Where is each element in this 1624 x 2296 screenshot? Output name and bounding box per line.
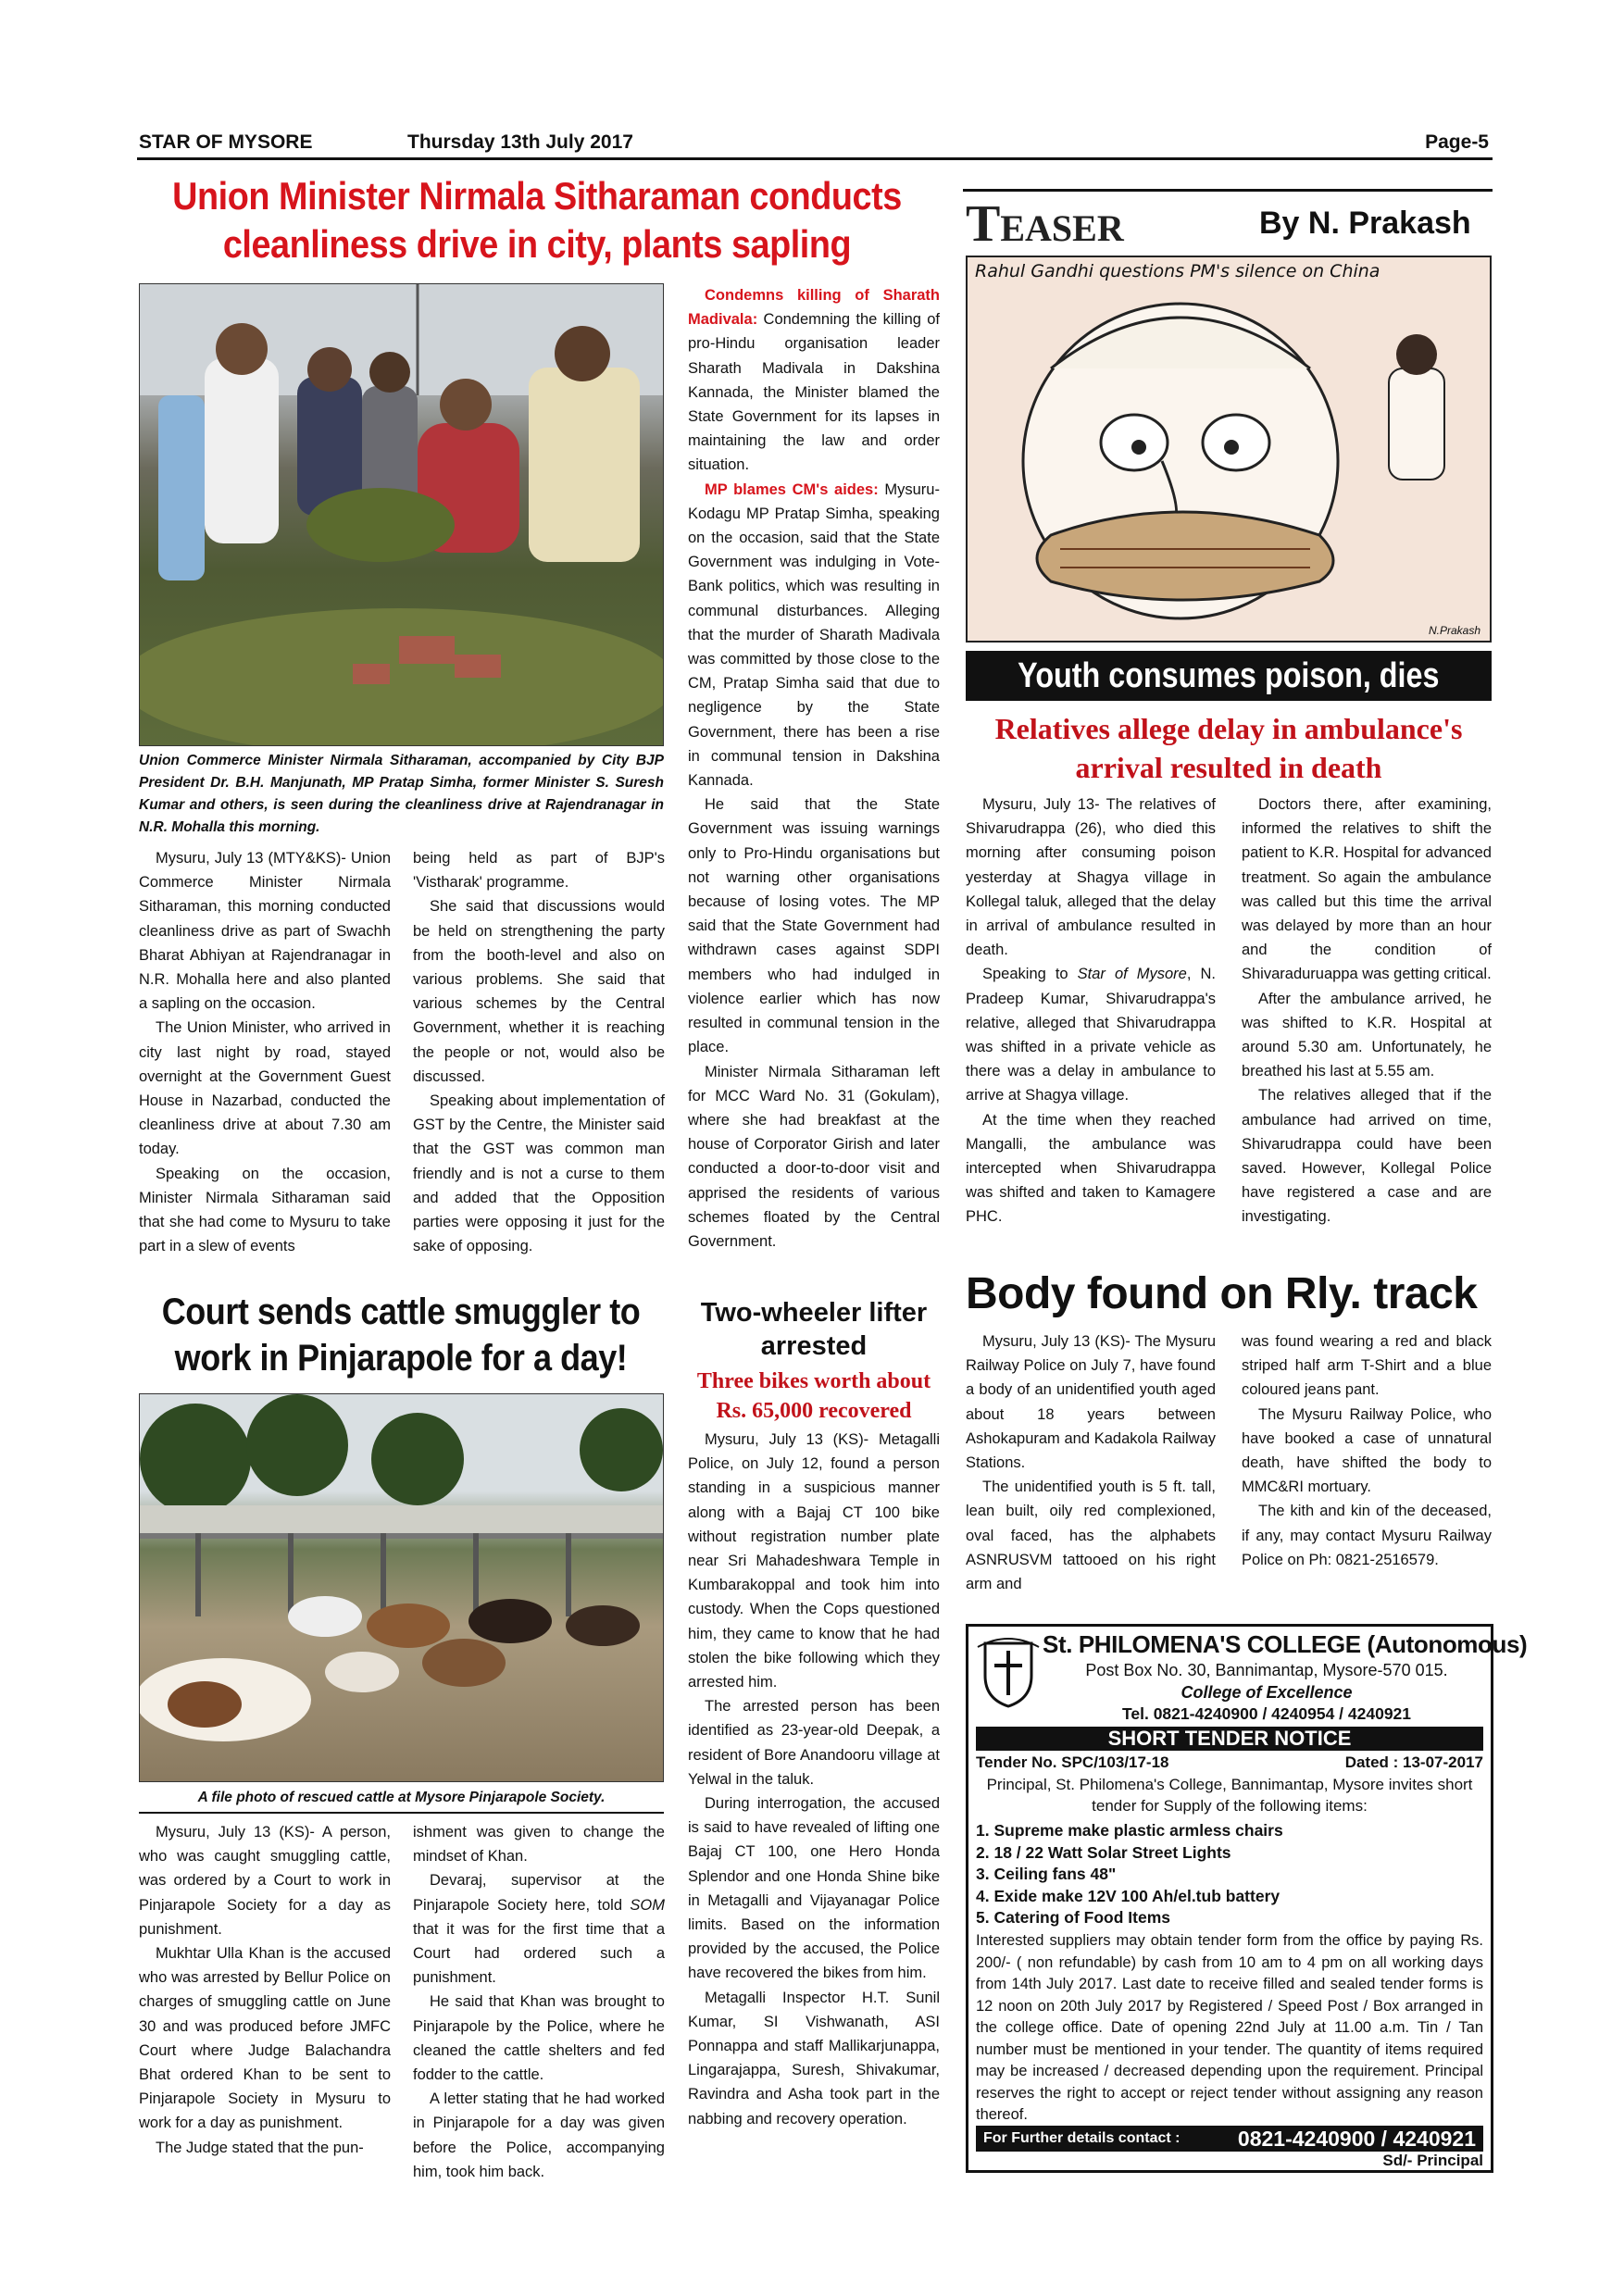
cattle-column-1: Mysuru, July 13 (KS)- A person, who was caught smuggling cattle, was ordered by a Court to work in Pinjarapole Society for a day as punishment. Mukhtar Ulla Khan is the accused who was arrested by Bellur Police on charges of smuggling cattle on June 30 and was produced before JMFC Court where Judge Balachandra Bhat ordered Khan to be sent to Pinjarapole Society in Mysuru to work for a day as punishment. The Judge stated that the pun-: [139, 1824, 391, 2156]
teaser-top-rule: [963, 189, 1493, 192]
lead-column-2: being held as part of BJP's 'Vistharak' programme. She said that discussions would be held on strengthening the party from the booth-level and also on various problems. She said that various schemes by the Central Government, whether it is reaching the people or not, would also be discussed. Speaking about implementation of GST by the Centre, the Minister said that the GST was common man friendly and is not a curse to them and added that the Opposition parties were opposing it just for the sake of opposing.: [413, 850, 665, 1255]
header-rule: [137, 157, 1493, 160]
cattle-photo: [139, 1393, 664, 1782]
tender-item: 3. Ceiling fans 48": [976, 1865, 1117, 1883]
twowheeler-headline: Two-wheeler lifter arrested: [700, 1298, 928, 1361]
tender-item: 4. Exide make 12V 100 Ah/el.tub battery: [976, 1886, 1280, 1905]
tender-notice-banner: SHORT TENDER NOTICE: [976, 1727, 1483, 1751]
lead-headline: Union Minister Nirmala Sitharaman conducts cleanliness drive in city, plants sapling: [172, 174, 902, 266]
cattle-caption-rule: [139, 1812, 664, 1814]
body-found-column-1: Mysuru, July 13 (KS)- The Mysuru Railway Police on July 7, have found a body of an unidentified youth aged about 18 years between Ashokapuram and Kadakola Railway Stations. The unidentified youth is 5 ft. tall, lean built, oily red complexioned, oval faced, has the alphabets ASNRUSVM tattooed on his right arm and: [966, 1333, 1216, 1593]
tender-item: 5. Catering of Food Items: [976, 1908, 1171, 1927]
lead-photo-caption: Union Commerce Minister Nirmala Sitharaman, accompanied by City BJP President Dr. B.H. Manjunath, MP Pratap Simha, former Minister S. Suresh Kumar and others, is seen during the cleanliness drive at Rajendranagar in N.R. Mohalla this morning.: [139, 753, 664, 835]
college-name: St. PHILOMENA'S COLLEGE (Autonomous): [1043, 1630, 1528, 1658]
tender-item: 1. Supreme make plastic armless chairs: [976, 1821, 1283, 1840]
masthead-date: Thursday 13th July 2017: [407, 131, 633, 153]
teaser-title: TEASER: [966, 195, 1124, 253]
tender-ad: [966, 1624, 1528, 2173]
college-telephone: Tel. 0821-4240900 / 4240954 / 4240921: [1121, 1704, 1412, 1723]
youth-column-1: Mysuru, July 13- The relatives of Shivarudrappa (26), who died this morning after consuming poison yesterday at Shagya village in Kollegal taluk, alleged that the delay in arrival of ambulance resulted in death. Speaking to Star of Mysore, N. Pradeep Kumar, Shivarudrappa's relative, alleged that Shivarudrappa was shifted in a private vehicle as there was a delay in ambulance to arrive at Shagya village. At the time when they reached Mangalli, the ambulance was intercepted when Shivarudrappa was shifted and taken to Kamagere PHC.: [966, 796, 1216, 1226]
lead-column-1: Mysuru, July 13 (MTY&KS)- Union Commerce Minister Nirmala Sitharaman, this morning conducted cleanliness drive as part of Swachh Bharat Abhiyan at Rajendranagar in N.R. Mohalla here and also planted a sapling on the occasion. The Union Minister, who arrived in city last night by road, stayed overnight at the Government Guest House in Nazarbad, conducted the cleanliness drive at about 7.30 am today. Speaking on the occasion, Minister Nirmala Sitharaman said that she had come to Mysuru to take part in a slew of events: [139, 850, 391, 1255]
tender-signature: Sd/- Principal: [1382, 2152, 1483, 2169]
youth-banner: Youth consumes poison, dies: [966, 651, 1492, 701]
tender-number: Tender No. SPC/103/17-18: [976, 1753, 1169, 1771]
masthead-page-number: Page-5: [1425, 131, 1489, 153]
college-crest-icon: [976, 1634, 1041, 1708]
college-address: Post Box No. 30, Bannimantap, Mysore-570 015.: [1085, 1661, 1448, 1679]
teaser-cartoon: [966, 256, 1492, 643]
lead-column-3: Condemns killing of Sharath Madivala: Condemning the killing of pro-Hindu organisation leader Sharath Madivala in Dakshina Kannada, the Minister blamed the State Government for its lapses in maintaining the law and order situation. MP blames CM's aides: Mysuru-Kodagu MP Pratap Simha, speaking on the occasion, said that the State Government was indulging in Vote-Bank politics, which was resulting in communal disturbances. Alleging that the murder of Sharath Madivala was committed by those close to the CM, Pratap Simha said that due to negligence by the State Government, there has been a rise in communal tension in Dakshina Kannada. He said that the State Government was issuing warnings only to Pro-Hindu organisations but not warning other organisations because of losing votes. The MP said that the State Government had withdrawn cases against SDPI members who had indulged in violence earlier which has now resulted in communal tension in the place. Minister Nirmala Sitharaman left for MCC Ward No. 31 (Gokulam), where she had breakfast at the house of Corporator Girish and later conducted a door-to-door visit and apprised the residents of various schemes floated by the Central Government.: [688, 287, 941, 1250]
masthead-paper-name: STAR OF MYSORE: [139, 131, 313, 153]
tender-item: 2. 18 / 22 Watt Solar Street Lights: [976, 1842, 1231, 1862]
tender-details: Interested suppliers may obtain tender form from the office by paying Rs. 200/- ( non refundable) by cash from 10 am to 4 pm on all working days from 14th July 2017. Last date to receive filled and sealed tender forms is 12 noon on 20th July 2017 by Registered / Speed Post / Box arranged in the college office. Date of opening 22nd July at 11.00 a.m. Tin / Tan number must be mentioned in your tender. The quantity of items required may be increased / decreased depending upon the requirement. Principal reserves the right to accept or reject tender without assigning any reason thereof.: [976, 1932, 1483, 2123]
body-found-column-2: was found wearing a red and black striped half arm T-Shirt and a blue coloured jeans pant. The Mysuru Railway Police, who have booked a case of unnatural death, have shifted the body to MMC&RI mortuary. The kith and kin of the deceased, if any, may contact Mysuru Railway Police on Ph: 0821-2516579.: [1242, 1333, 1492, 1568]
lead-photo: [139, 283, 664, 746]
tender-items-list: [976, 1820, 1483, 1929]
youth-column-2: Doctors there, after examining, informed the relatives to shift the patient to K.R. Hospital for advanced treatment. So again the ambulance was called but this time the arrival was delayed by more than an hour and the condition of Shivaraduruappa was getting critical. After the ambulance arrived, he was shifted to K.R. Hospital at around 5.30 am. Unfortunately, he breathed his last at 5.55 am. The relatives alleged that if the ambulance had arrived on time, Shivarudrappa could have been saved. However, Kollegal Police have registered a case and are investigating.: [1242, 796, 1492, 1226]
teaser-byline: By N. Prakash: [1259, 206, 1471, 241]
cartoon-signature: N.Prakash: [1428, 624, 1480, 637]
cattle-headline: Court sends cattle smuggler to work in Pinjarapole for a day!: [161, 1292, 641, 1379]
body-found-headline: Body found on Rly. track: [966, 1269, 1478, 1318]
contact-label: For Further details contact :: [983, 2130, 1181, 2146]
contact-number: 0821-4240900 / 4240921: [1237, 2127, 1476, 2151]
tender-intro: Principal, St. Philomena's College, Bannimantap, Mysore invites short tender for Supply of the following items:: [986, 1776, 1473, 1815]
cartoon-caption: Rahul Gandhi questions PM's silence on China: [975, 261, 1380, 281]
tender-contact-bar: [976, 2126, 1483, 2152]
youth-subhead: Relatives allege delay in ambulance's arrival resulted in death: [994, 712, 1463, 784]
twowheeler-column: Mysuru, July 13 (KS)- Metagalli Police, on July 12, found a person standing in a suspicious manner along with a Bajaj CT 100 bike without registration number plate near Sri Mahadeshwara Temple in Kumbarakoppal and took him into custody. When the Cops questioned him, they came to know that he had stolen the bike following which they arrested him. The arrested person has been identified as 23-year-old Deepak, a resident of Bore Anandooru village at Yelwal in the taluk. During interrogation, the accused is said to have revealed of lifting one Bajaj CT 100, one Hero Honda Splendor and one Honda Shine bike in Metagalli and Vijayanagar Police limits. Based on the information provided by the accused, the Police have recovered the bikes from him. Metagalli Inspector H.T. Sunil Kumar, SI Vishwanath, ASI Ponnappa and staff Mallikarjunappa, Lingarajappa, Suresh, Shivakumar, Ravindra and Asha took part in the nabbing and recovery operation.: [688, 1431, 940, 2128]
tender-date: Dated : 13-07-2017: [1344, 1753, 1483, 1771]
twowheeler-subhead: Three bikes worth about Rs. 65,000 recovered: [696, 1369, 931, 1423]
college-motto: College of Excellence: [1181, 1683, 1353, 1702]
cattle-column-2: ishment was given to change the mindset of Khan. Devaraj, supervisor at the Pinjarapole Society here, told SOM that it was for the first time that a Court had ordered such a punishment. He said that Khan was brought to Pinjarapole by the Police, where he cleaned the cattle shelters and fed fodder to the cattle. A letter stating that he had worked in Pinjarapole for a day was given before the Police, accompanying him, took him back.: [413, 1824, 665, 2180]
cattle-photo-caption: A file photo of rescued cattle at Mysore Pinjarapole Society.: [197, 1790, 606, 1805]
